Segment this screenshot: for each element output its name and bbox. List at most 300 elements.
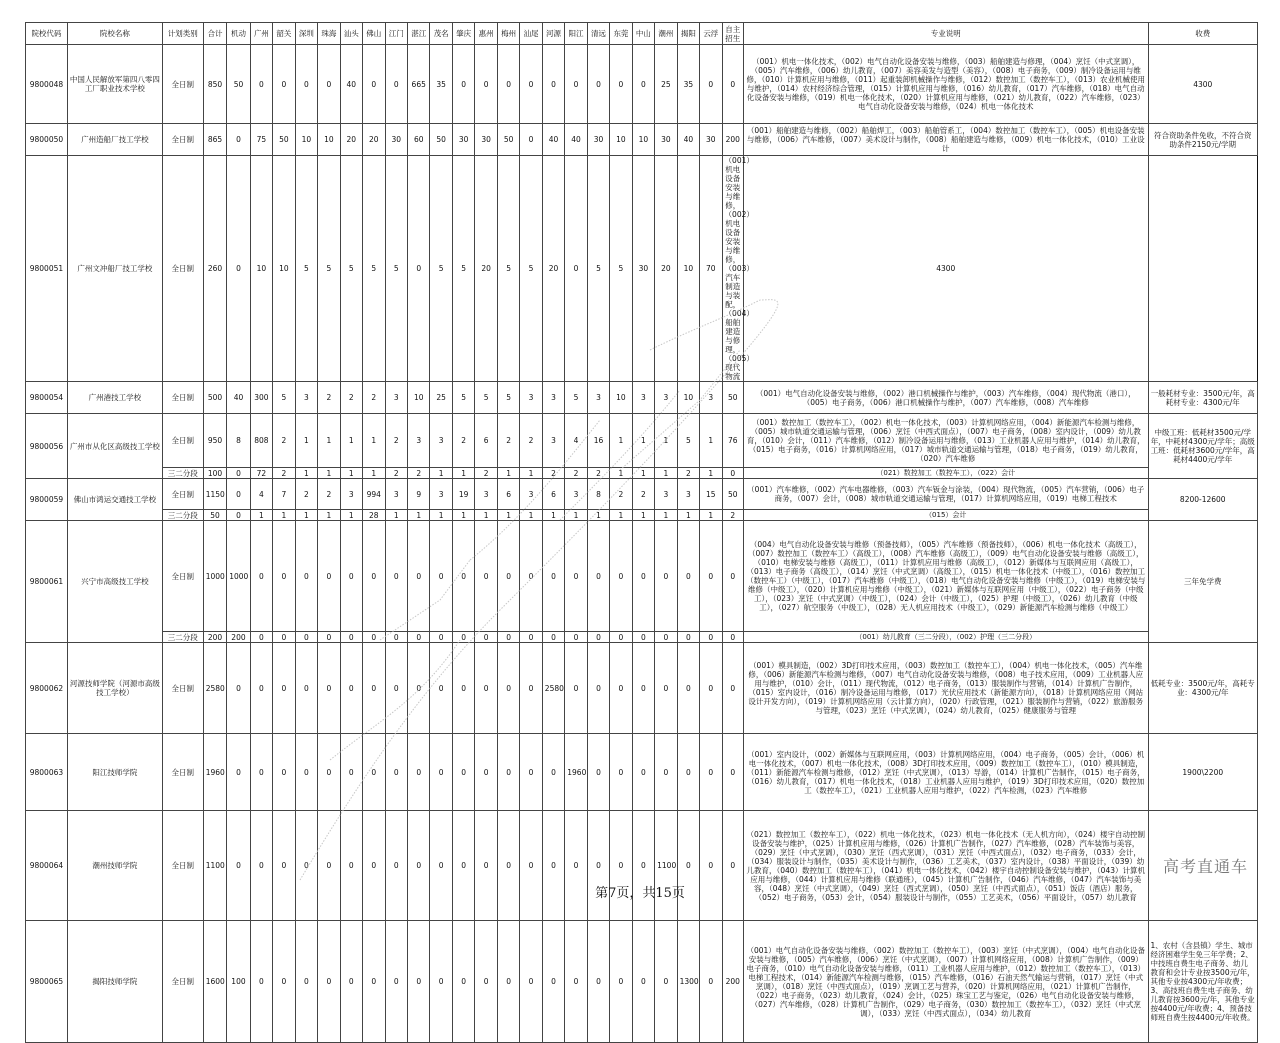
school-code: 9800064 [26,811,68,921]
quota-cell: 72 [250,468,272,479]
quota-cell: 0 [475,643,497,734]
quota-cell: 0 [542,45,564,124]
quota-cell: 0 [497,734,519,811]
quota-cell: 100 [203,468,226,479]
quota-cell: 50 [430,124,452,156]
quota-cell: 0 [677,632,699,643]
quota-cell: 0 [452,734,474,811]
quota-cell: 0 [295,734,317,811]
header-cell: 茂名 [430,23,452,45]
quota-cell: 50 [722,479,743,510]
quota-cell: 0 [587,734,609,811]
quota-cell: 2 [295,479,317,510]
quota-cell: 1 [655,510,677,521]
quota-cell: 0 [542,734,564,811]
quota-cell: 0 [452,643,474,734]
quota-cell: 3 [295,382,317,414]
plan-type: 全日制 [162,45,203,124]
header-cell: 汕头 [340,23,362,45]
quota-cell: 8 [587,479,609,510]
quota-cell: 30 [475,124,497,156]
plan-type: 全日制 [162,382,203,414]
quota-cell: 1 [632,468,654,479]
quota-cell: 0 [632,734,654,811]
quota-cell: 20 [340,124,362,156]
table-subrow [26,468,1258,479]
quota-cell: 1960 [565,734,587,811]
quota-cell: 0 [700,811,722,921]
quota-cell: 0 [565,632,587,643]
quota-cell: 0 [497,632,519,643]
quota-cell: 2 [722,510,743,521]
header-cell: 云浮 [700,23,722,45]
school-name: 河源技师学院（河源市高级技工学校） [67,643,162,734]
header-cell: 院校代码 [26,23,68,45]
quota-cell: 0 [273,632,295,643]
school-name: 佛山市鸿运交通技工学校 [67,479,162,521]
quota-cell: 1 [363,414,385,468]
quota-cell: 28 [363,510,385,521]
quota-cell: 0 [227,643,250,734]
quota-cell: 2 [385,414,407,468]
quota-cell: 30 [452,124,474,156]
quota-cell: 50 [227,45,250,124]
quota-cell: 0 [250,734,272,811]
quota-cell: 0 [542,632,564,643]
quota-cell: 1 [340,510,362,521]
quota-cell: 0 [497,521,519,632]
quota-cell: 10 [250,156,272,382]
major-description: （004）电气自动化设备安装与维修（预备技师），（005）汽车维修（预备技师），（006）机电一体化技术（高级工），（007）数控加工（数控车工）（高级工），（008）汽车维修（高级工），（009）电气自动化设备安装与维修（高级工），（010）电梯安装与维修（高级工），（011）计算机应用与维修（高级工），（012）新媒体与互联网应用（高级工），（013）电子商务（高级工），（014）烹饪（中式烹调）（高级工），（015）机电一体化技术（中级工），（016）数控加工（数控车工）（中级工），（017）汽车维修（中级工），（018）电气自动化设备安装与维修（中级工），（019）电梯安装与维修（中级工），（020）计算机应用与维修（中级工），（021）新媒体与互联网应用（中级工），（022）电子商务（中级工），（023）烹饪（中式烹调）（中级工），（024）会计（中级工），（025）护理（中级工），（026）幼儿教育（中级工），（027）航空服务（中级工），（028）无人机应用技术（中级工），（029）新能源汽车检测与维修（中级工） [743,521,1148,632]
quota-cell: 0 [385,643,407,734]
quota-cell: 0 [565,521,587,632]
quota-cell: 1 [655,414,677,468]
quota-cell: 25 [430,382,452,414]
major-description: （015）会计 [743,510,1148,521]
quota-cell: 0 [363,45,385,124]
quota-cell: 2 [452,414,474,468]
fee-info: 4300 [743,156,1148,382]
quota-cell: 1 [318,468,340,479]
quota-cell: 8 [227,414,250,468]
quota-cell: 5 [610,156,632,382]
quota-cell: 0 [520,921,542,1043]
quota-cell: 0 [722,643,743,734]
header-cell: 中山 [632,23,654,45]
quota-cell: 3 [385,479,407,510]
quota-cell: 0 [340,734,362,811]
quota-cell: 1000 [203,521,226,632]
quota-cell: 1 [700,510,722,521]
quota-cell: 2 [565,468,587,479]
table-subrow [26,510,1258,521]
quota-cell: 2 [475,468,497,479]
quota-cell: 19 [452,479,474,510]
quota-cell: 3 [655,479,677,510]
quota-cell: 0 [430,734,452,811]
quota-cell: 0 [227,734,250,811]
quota-cell: 865 [203,124,226,156]
quota-cell: 0 [722,521,743,632]
quota-cell: 0 [722,45,743,124]
quota-cell: 0 [475,734,497,811]
quota-cell: 0 [273,45,295,124]
header-cell: 阳江 [565,23,587,45]
quota-cell: 0 [677,643,699,734]
quota-cell: 40 [542,124,564,156]
quota-cell: 3 [542,414,564,468]
quota-cell: 0 [587,521,609,632]
quota-cell: 0 [497,811,519,921]
quota-cell: 0 [385,45,407,124]
quota-cell: 0 [452,811,474,921]
quota-cell: 850 [203,45,226,124]
quota-cell: 20 [363,124,385,156]
quota-cell: 0 [700,45,722,124]
table-row [26,479,1258,510]
header-cell: 潮州 [655,23,677,45]
quota-cell: 0 [227,510,250,521]
quota-cell: 665 [407,45,429,124]
header-cell: 机动 [227,23,250,45]
quota-cell: 0 [340,921,362,1043]
quota-cell: 1 [318,414,340,468]
quota-cell: 3 [430,414,452,468]
quota-cell: 0 [475,811,497,921]
table-row [26,643,1258,734]
quota-cell: 50 [722,382,743,414]
quota-cell: 2 [542,468,564,479]
plan-type: 全日制 [162,124,203,156]
quota-cell: 0 [452,521,474,632]
quota-cell: 0 [610,632,632,643]
header-cell: 自主招生 [722,23,743,45]
quota-cell: 2 [273,414,295,468]
quota-cell: 4 [250,479,272,510]
quota-cell: 0 [295,811,317,921]
quota-cell: 0 [497,45,519,124]
school-code: 9800059 [26,479,68,521]
quota-cell: 0 [318,632,340,643]
school-name: 阳江技师学院 [67,734,162,811]
quota-cell: 0 [677,734,699,811]
quota-cell: 5 [497,382,519,414]
quota-cell: 5 [497,156,519,382]
table-subrow [26,632,1258,643]
school-name: 广州港技工学校 [67,382,162,414]
quota-cell: 0 [520,124,542,156]
major-description: （001）船舶建造与维修，（002）船舶焊工，（003）船舶管系工，（004）数控加工（数控车工），（005）机电设备安装与维修，（006）汽车维修，（007）美术设计与制作，（008）船舶建造与维修，（009）机电一体化技术，（010）工业设计 [743,124,1148,156]
quota-cell: 500 [203,382,226,414]
quota-cell: 30 [632,156,654,382]
quota-cell: 3 [340,479,362,510]
header-cell: 湛江 [407,23,429,45]
quota-cell: 1 [475,510,497,521]
quota-cell: 0 [587,921,609,1043]
quota-cell: 0 [610,45,632,124]
quota-cell: 2 [318,382,340,414]
quota-cell: 3 [430,479,452,510]
quota-cell: 20 [475,156,497,382]
quota-cell: 5 [430,156,452,382]
quota-cell: 50 [273,124,295,156]
quota-cell: 3 [632,382,654,414]
table-row [26,124,1258,156]
page-footer: 第7页，共15页 [595,886,685,901]
quota-cell: 0 [632,921,654,1043]
quota-cell: 40 [565,124,587,156]
quota-cell: 0 [363,734,385,811]
fee-info: 符合资助条件免收，不符合资助条件2150元/学期 [1148,124,1257,156]
quota-cell: 1 [273,510,295,521]
quota-cell: 1 [430,468,452,479]
school-code: 9800054 [26,382,68,414]
quota-cell: 1 [295,414,317,468]
quota-cell: 0 [363,643,385,734]
quota-cell: 0 [430,521,452,632]
plan-type: 全日制 [162,734,203,811]
quota-cell: 0 [318,643,340,734]
quota-cell: 0 [295,632,317,643]
major-description: （021）数控加工（数控车工），（022）会计 [743,468,1148,479]
major-description: （001）数控加工（数控车工），（002）机电一体化技术，（003）计算机网络应用，（004）新能源汽车检测与维修，（005）城市轨道交通运输与管理，（006）烹饪（中西式面点），（007）电子商务，（008）室内设计，（009）幼儿教育，（010）会计，（011）汽车维修，（012）制冷设备运用与维修，（013）工业机器人应用与维护，（014）幼儿教育，（015）电子商务，（016）计算机网络应用，（017）城市轨道交通运输与管理，（018）电子商务，（019）幼儿教育，（020）汽车维修 [743,414,1148,468]
fee-info: 1、农村（含县镇）学生、城市经济困难学生免三年学费；2、中技班自费生电子商务、幼儿教育和会计专业按3500元/年，其他专业按4300元/年收费；3、高技班自费生电子商务、幼儿教育按3600元/年，其他专业按4400元/年收费；4、预备技师班自费生按4400元/年收费。 [1148,921,1257,1043]
header-cell: 江门 [385,23,407,45]
quota-cell: 0 [407,921,429,1043]
quota-cell: 3 [700,382,722,414]
quota-cell: 2 [677,468,699,479]
quota-cell: 2 [340,382,362,414]
quota-cell: 2580 [203,643,226,734]
quota-cell: 200 [203,632,226,643]
school-code: 9800050 [26,124,68,156]
quota-cell: 10 [677,382,699,414]
header-cell: 珠海 [318,23,340,45]
table-row [26,382,1258,414]
quota-cell: 3 [475,479,497,510]
plan-type: 三二分段 [162,510,203,521]
school-name: 广州造船厂技工学校 [67,124,162,156]
quota-cell: 0 [385,521,407,632]
quota-cell: 0 [407,643,429,734]
quota-cell: 0 [430,643,452,734]
quota-cell: 20 [655,156,677,382]
table-row [26,921,1258,1043]
school-code: 9800051 [26,156,68,382]
quota-cell: 6 [475,414,497,468]
quota-cell: 0 [273,643,295,734]
quota-cell: 40 [227,382,250,414]
quota-cell: 3 [655,382,677,414]
quota-cell: 0 [407,521,429,632]
quota-cell: 1300 [677,921,699,1043]
quota-cell: 9 [407,479,429,510]
quota-cell: 0 [407,156,429,382]
quota-cell: 3 [520,382,542,414]
quota-cell: 3 [587,382,609,414]
quota-cell: 2 [363,382,385,414]
quota-cell: 100 [227,921,250,1043]
quota-cell: 0 [587,45,609,124]
quota-cell: 0 [542,921,564,1043]
table-row [26,45,1258,124]
quota-cell: 1960 [203,734,226,811]
quota-cell: 1100 [655,811,677,921]
quota-cell: 1 [565,510,587,521]
quota-cell: 0 [340,643,362,734]
quota-cell: 0 [632,45,654,124]
quota-cell: 0 [363,921,385,1043]
quota-cell: 5 [520,156,542,382]
quota-cell: 70 [700,156,722,382]
quota-cell: 0 [318,521,340,632]
quota-cell: 10 [273,156,295,382]
quota-cell: 0 [363,811,385,921]
quota-cell: 0 [340,521,362,632]
quota-cell: 0 [632,643,654,734]
header-cell: 计划类别 [162,23,203,45]
quota-cell: 0 [227,124,250,156]
quota-cell: 0 [452,45,474,124]
quota-cell: 3 [385,382,407,414]
quota-cell: 3 [407,414,429,468]
quota-cell: 0 [385,921,407,1043]
school-name: 兴宁市高级技工学校 [67,521,162,643]
quota-cell: 1 [632,510,654,521]
quota-cell: 10 [610,382,632,414]
quota-cell: 35 [677,45,699,124]
quota-cell: 0 [295,643,317,734]
quota-cell: 5 [318,156,340,382]
quota-cell: 0 [295,521,317,632]
quota-cell: 950 [203,414,226,468]
quota-cell: 0 [632,811,654,921]
header-cell: 深圳 [295,23,317,45]
quota-cell: 0 [273,921,295,1043]
quota-cell: 75 [250,124,272,156]
quota-cell: 0 [250,811,272,921]
quota-cell: 0 [430,632,452,643]
quota-cell: 1 [587,510,609,521]
quota-cell: 5 [273,382,295,414]
quota-cell: 1 [318,510,340,521]
quota-cell: 0 [655,643,677,734]
quota-cell: 0 [273,811,295,921]
quota-cell: 200 [227,632,250,643]
quota-cell: 0 [655,521,677,632]
plan-type: 全日制 [162,479,203,510]
quota-cell: 20 [542,156,564,382]
quota-cell: 0 [497,921,519,1043]
fee-info: 三年免学费 [1148,521,1257,643]
quota-cell: 25 [655,45,677,124]
quota-cell: 0 [587,811,609,921]
quota-cell: 1 [520,468,542,479]
quota-cell: 0 [385,632,407,643]
header-cell: 韶关 [273,23,295,45]
quota-cell: 1 [407,510,429,521]
quota-cell: 1 [385,510,407,521]
quota-cell: 0 [407,811,429,921]
quota-cell: 200 [722,124,743,156]
quota-cell: 6 [542,479,564,510]
quota-cell: 0 [475,45,497,124]
quota-cell: 10 [318,124,340,156]
quota-cell: 0 [520,734,542,811]
table-row [26,414,1258,468]
quota-cell: 1 [452,468,474,479]
quota-cell: 0 [227,468,250,479]
fee-info: 4300 [1148,45,1257,124]
school-name: 广州市从化区高级技工学校 [67,414,162,479]
quota-cell: 0 [295,921,317,1043]
quota-cell: 0 [273,734,295,811]
quota-cell: 2 [520,414,542,468]
quota-cell: 2 [385,468,407,479]
quota-cell: 1150 [203,479,226,510]
quota-cell: 0 [542,811,564,921]
quota-cell: 0 [520,632,542,643]
quota-cell: 0 [318,45,340,124]
quota-cell: 30 [700,124,722,156]
quota-cell: 10 [677,156,699,382]
quota-cell: 10 [295,124,317,156]
quota-cell: 40 [340,45,362,124]
quota-cell: 0 [340,811,362,921]
school-code: 9800063 [26,734,68,811]
quota-cell: 1 [250,510,272,521]
quota-cell: 40 [677,124,699,156]
table-row [26,811,1258,921]
quota-cell: 0 [227,156,250,382]
quota-cell: 0 [407,734,429,811]
quota-cell: 0 [700,632,722,643]
quota-cell: 0 [722,811,743,921]
quota-cell: 16 [587,414,609,468]
school-name: 中国人民解放军第四八零四工厂职业技术学校 [67,45,162,124]
quota-cell: 5 [565,382,587,414]
quota-cell: 5 [385,156,407,382]
quota-cell: 0 [475,921,497,1043]
header-cell: 广州 [250,23,272,45]
quota-cell: 0 [655,734,677,811]
header-cell: 院校名称 [67,23,162,45]
header-cell: 专业说明 [743,23,1148,45]
quota-cell: 2 [587,468,609,479]
major-description: （001）幼儿教育（三二分段），（002）护理（三二分段） [743,632,1148,643]
quota-cell: 6 [497,479,519,510]
header-cell: 肇庆 [452,23,474,45]
header-cell: 揭阳 [677,23,699,45]
quota-cell: 0 [610,643,632,734]
school-name: 潮州技师学院 [67,811,162,921]
fee-info: 一般耗材专业：3500元/年，高耗材专业：4300元/年 [1148,382,1257,414]
quota-cell: 1 [363,468,385,479]
quota-cell: 1 [497,510,519,521]
quota-cell: 3 [677,479,699,510]
quota-cell: 30 [385,124,407,156]
quota-cell: 1 [655,468,677,479]
quota-cell: 0 [452,632,474,643]
quota-cell: 2 [407,468,429,479]
quota-cell: 1 [295,468,317,479]
header-cell: 汕尾 [520,23,542,45]
table-row [26,156,1258,382]
quota-cell: 0 [610,921,632,1043]
quota-cell: 0 [520,521,542,632]
quota-cell: 0 [520,811,542,921]
fee-info: 低耗专业：3500元/年，高耗专业：4300元/年 [1148,643,1257,734]
